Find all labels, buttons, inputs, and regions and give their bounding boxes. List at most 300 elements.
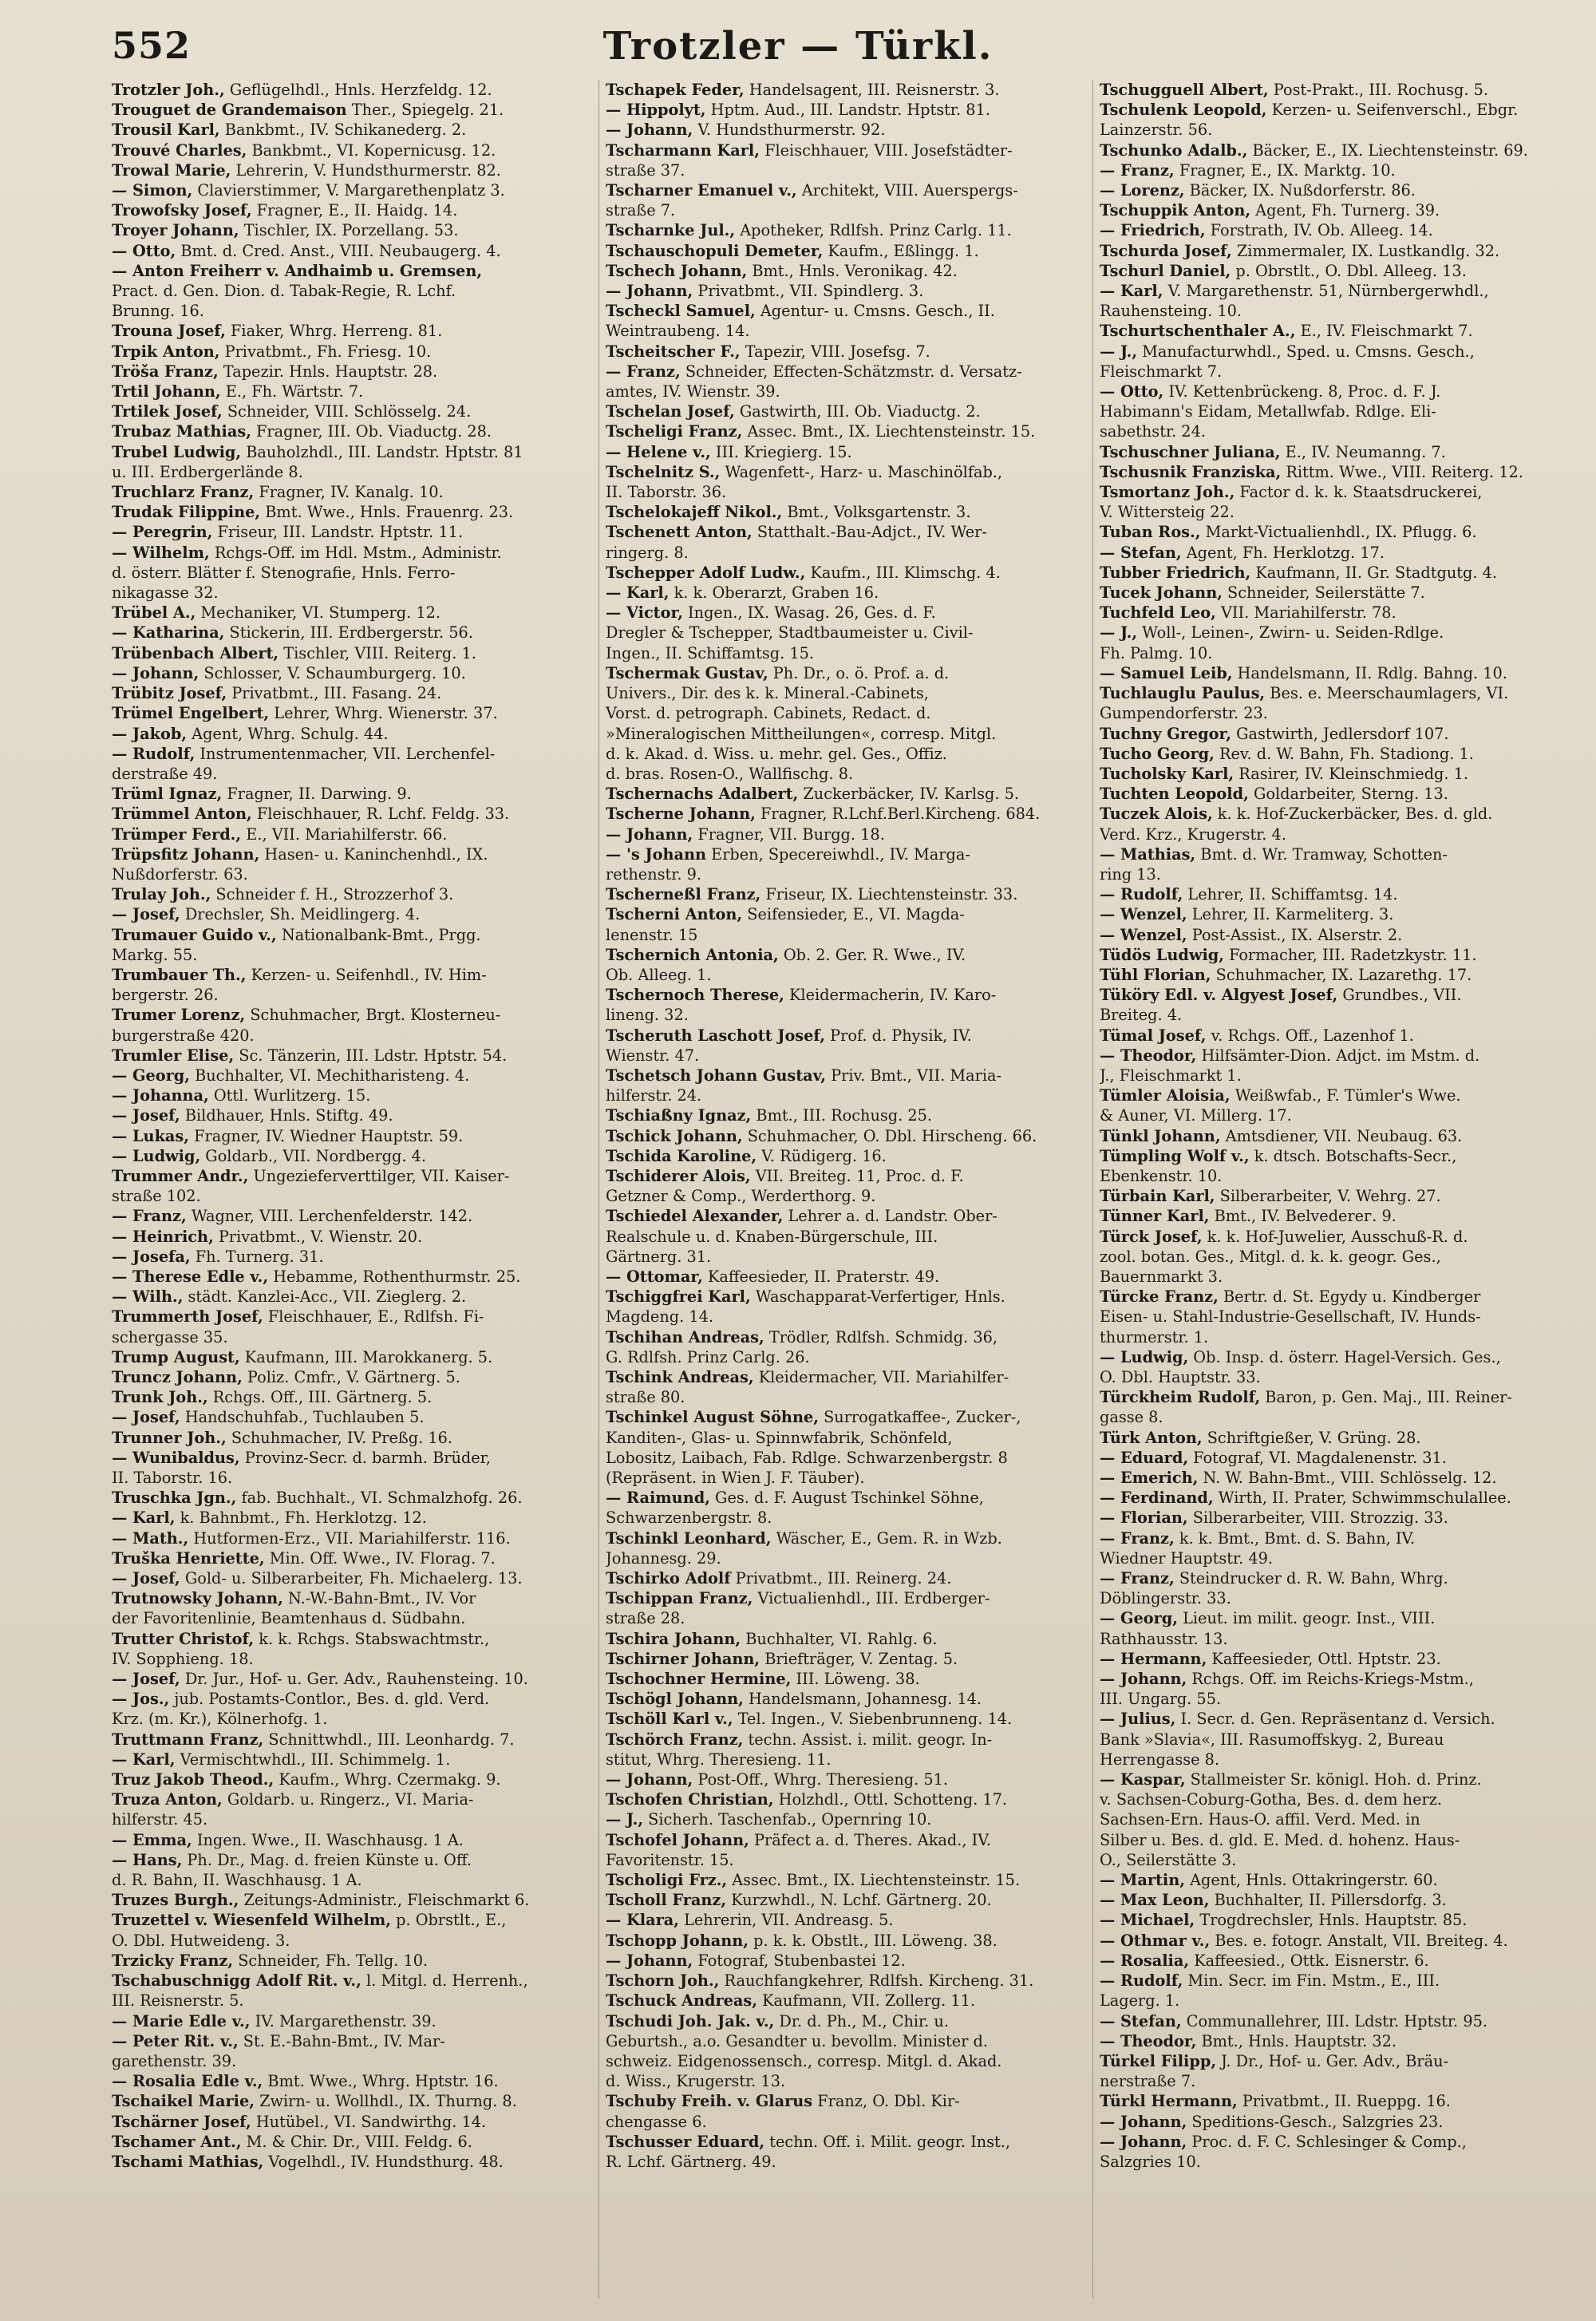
directory-entry <box>112 1126 584 1146</box>
entry-detail: Johannesg. 29. <box>606 1548 721 1568</box>
directory-entry <box>1100 1005 1572 1025</box>
entry-detail: R. Lchf. Gärtnerg. 49. <box>606 2152 776 2171</box>
directory-entry <box>606 2011 1078 2031</box>
entry-name: — Anton Freiherr v. Andhaimb u. Gremsen, <box>112 261 483 280</box>
entry-detail: Hasen- u. Kaninchenhdl., IX. <box>259 844 488 864</box>
entry-detail: Pract. d. Gen. Dion. d. Tabak-Regie, R. Lchf. <box>112 282 456 301</box>
entry-detail: N.-W.-Bahn-Bmt., IV. Vor <box>282 1589 476 1608</box>
entry-detail: Factor d. k. k. Staatsdruckerei, <box>1235 483 1483 502</box>
entry-name: — Ferdinand, <box>1100 1489 1214 1508</box>
directory-entry <box>1100 1206 1572 1226</box>
entry-name: — Ottomar, <box>606 1267 703 1286</box>
directory-entry <box>1100 1528 1572 1548</box>
directory-entry <box>112 261 584 281</box>
directory-entry <box>606 623 1078 643</box>
entry-detail: Ingen., IX. Wasag. 26, Ges. d. F. <box>682 603 936 623</box>
entry-name: — Wenzel, <box>1100 925 1187 944</box>
page-number: 552 <box>112 24 192 67</box>
directory-entry <box>606 2071 1078 2091</box>
directory-entry <box>606 1046 1078 1066</box>
entry-name: — Ludwig, <box>1100 1347 1189 1366</box>
entry-detail: Bmt. d. Cred. Anst., VIII. Neubaugerg. 4. <box>176 241 501 260</box>
entry-name: Tschaikel Marie, <box>112 2092 255 2111</box>
entry-name: Tschochner Hermine, <box>606 1670 792 1689</box>
directory-entry <box>606 1750 1078 1769</box>
entry-detail: Fragner, IV. Kanalg. 10. <box>254 483 444 502</box>
directory-entry <box>1100 1347 1572 1367</box>
entry-name: Truška Henriette, <box>112 1548 265 1568</box>
entry-name: Trümel Engelbert, <box>112 704 270 723</box>
entry-name: Tscheligi Franz, <box>606 422 743 441</box>
entry-detail: Woll-, Leinen-, Zwirn- u. Seiden-Rdlge. <box>1137 623 1444 643</box>
entry-name: — Math., <box>112 1528 189 1548</box>
directory-entry <box>1100 1548 1572 1568</box>
entry-detail: Communallehrer, III. Ldstr. Hptstr. 95. <box>1181 2011 1487 2030</box>
entry-name: Tscheruth Laschott Josef, <box>606 1026 826 1045</box>
entry-name: — Karl, <box>606 583 670 603</box>
entry-detail: Holzhdl., Ottl. Schotteng. 17. <box>773 1790 1008 1809</box>
entry-name: — Stefan, <box>1100 2011 1182 2030</box>
column-3 <box>1092 80 1572 2299</box>
entry-detail: Mechaniker, VI. Stumperg. 12. <box>196 603 441 623</box>
entry-detail: Rauhensteing. 10. <box>1100 302 1242 321</box>
entry-detail: v. Sachsen-Coburg-Gotha, Bes. d. dem herz. <box>1100 1790 1442 1809</box>
entry-detail: k. dtsch. Botschafts-Secr., <box>1249 1146 1457 1165</box>
entry-detail: E., IV. Fleischmarkt 7. <box>1295 322 1473 341</box>
directory-entry <box>112 522 584 542</box>
entry-detail: d. Wiss., Krugerstr. 13. <box>606 2072 786 2091</box>
entry-detail: p. Obrstlt., E., <box>390 1911 507 1930</box>
directory-entry <box>1100 200 1572 220</box>
entry-detail: O., Seilerstätte 3. <box>1100 1850 1237 1869</box>
directory-entry <box>112 160 584 180</box>
entry-detail: Weintraubeng. 14. <box>606 322 750 341</box>
entry-detail: Schnittwhdl., III. Leonhardg. 7. <box>263 1730 515 1749</box>
directory-entry <box>606 1468 1078 1488</box>
directory-entry <box>112 543 584 563</box>
directory-entry <box>1100 1488 1572 1508</box>
entry-detail: techn. Off. i. Milit. geogr. Inst., <box>764 2132 1011 2151</box>
directory-entry <box>112 1508 584 1528</box>
directory-entry <box>112 1528 584 1548</box>
directory-entry <box>112 1809 584 1829</box>
entry-detail: E., VII. Mariahilferstr. 66. <box>241 824 448 844</box>
entry-detail: Seifensieder, E., VI. Magda- <box>742 905 965 924</box>
directory-entry <box>112 1629 584 1649</box>
entry-name: — Simon, <box>112 181 193 200</box>
entry-detail: d. bras. Rosen-O., Wallfischg. 8. <box>606 764 854 783</box>
entry-detail: burgerstraße 420. <box>112 1026 255 1045</box>
entry-detail: Assec. Bmt., IX. Liechtensteinstr. 15. <box>742 422 1036 441</box>
directory-entry <box>112 925 584 945</box>
directory-entry <box>112 1910 584 1930</box>
directory-entry <box>606 563 1078 583</box>
directory-entry <box>1100 563 1572 583</box>
entry-name: Tschiggfrei Karl, <box>606 1287 751 1307</box>
directory-entry <box>1100 623 1572 643</box>
directory-entry <box>606 2091 1078 2111</box>
entry-detail: Gärtnerg. 31. <box>606 1247 712 1266</box>
entry-name: Tschusnik Franziska, <box>1100 462 1282 481</box>
entry-name: Tschurl Daniel, <box>1100 261 1231 280</box>
entry-detail: lenenstr. 15 <box>606 925 698 944</box>
directory-entry <box>1100 1468 1572 1488</box>
directory-entry <box>606 2152 1078 2172</box>
directory-entry <box>606 663 1078 683</box>
entry-detail: Privatbmt., V. Wienstr. 20. <box>213 1227 423 1246</box>
entry-name: Trummerth Josef, <box>112 1307 263 1327</box>
directory-entry <box>1100 764 1572 784</box>
entry-detail: Wirth, II. Prater, Schwimmschulallee. <box>1213 1489 1511 1508</box>
entry-name: — Rosalia Edle v., <box>112 2072 263 2091</box>
entry-detail: Gumpendorferstr. 23. <box>1100 704 1268 723</box>
directory-entry <box>1100 884 1572 904</box>
directory-entry <box>1100 1287 1572 1307</box>
directory-entry <box>112 1347 584 1367</box>
directory-entry <box>1100 925 1572 945</box>
directory-entry <box>1100 1387 1572 1407</box>
entry-detail: III. Reisnerstr. 5. <box>112 1991 244 2011</box>
entry-detail: Lehrerin, V. Hundsthurmerstr. 82. <box>231 160 501 180</box>
directory-entry <box>1100 965 1572 985</box>
entry-detail: Bes. e. fotogr. Anstalt, VII. Breiteg. 4. <box>1210 1931 1508 1950</box>
entry-detail: Kurzwhdl., N. Lchf. Gärtnerg. 20. <box>726 1891 992 1910</box>
entry-detail: Kaufm., Whrg. Czermakg. 9. <box>274 1770 501 1789</box>
entry-detail: Trogdrechsler, Hnls. Hauptstr. 85. <box>1195 1911 1468 1930</box>
directory-entry <box>112 1750 584 1769</box>
entry-detail: Drechsler, Sh. Meidlingerg. 4. <box>180 905 421 924</box>
entry-name: — Josefa, <box>112 1247 191 1266</box>
entry-name: Tschögl Johann, <box>606 1690 744 1709</box>
entry-name: — Johann, <box>112 663 200 682</box>
entry-detail: derstraße 49. <box>112 764 218 783</box>
directory-entry <box>1100 1588 1572 1608</box>
entry-name: Tschugguell Albert, <box>1100 81 1269 99</box>
directory-entry <box>112 100 584 120</box>
entry-name: Trüpsfitz Johann, <box>112 844 260 864</box>
directory-entry <box>112 421 584 441</box>
entry-name: Türkl Hermann, <box>1100 2092 1238 2111</box>
directory-entry <box>1100 1428 1572 1448</box>
directory-entry <box>606 824 1078 844</box>
entry-name: — Johann, <box>1100 2112 1187 2131</box>
entry-detail: O. Dbl. Hauptstr. 33. <box>1100 1368 1261 1386</box>
entry-detail: II. Taborstr. 16. <box>112 1469 233 1488</box>
entry-detail: Tischler, VIII. Reiterg. 1. <box>279 643 476 662</box>
entry-detail: v. Rchgs. Off., Lazenhof 1. <box>1206 1026 1414 1045</box>
entry-name: — Franz, <box>606 362 681 381</box>
directory-entry <box>1100 442 1572 462</box>
entry-detail: Wienstr. 47. <box>606 1046 700 1065</box>
entry-name: — Julius, <box>1100 1710 1176 1729</box>
entry-detail: d. österr. Blätter f. Stenografie, Hnls. Ferro- <box>112 563 456 582</box>
entry-name: — Victor, <box>606 603 683 623</box>
entry-name: Tschofel Johann, <box>606 1830 749 1849</box>
entry-detail: Schuhmacher, O. Dbl. Hirscheng. 66. <box>742 1126 1037 1145</box>
entry-detail: Lehrer, Whrg. Wienerstr. 37. <box>269 704 498 723</box>
entry-detail: Privatbmt., Fh. Friesg. 10. <box>219 342 432 361</box>
entry-name: Trudak Filippine, <box>112 503 261 522</box>
entry-detail: Schuhmacher, IX. Lazarethg. 17. <box>1211 965 1472 984</box>
directory-entry <box>1100 522 1572 542</box>
directory-entry <box>1100 2091 1572 2111</box>
entry-name: — Georg, <box>1100 1609 1178 1628</box>
directory-entry <box>1100 1769 1572 1789</box>
entry-name: — Samuel Leib, <box>1100 663 1233 682</box>
entry-detail: Post-Assist., IX. Alserstr. 2. <box>1187 925 1403 944</box>
directory-entry <box>1100 603 1572 623</box>
directory-entry <box>1100 1367 1572 1387</box>
directory-entry <box>1100 1951 1572 1971</box>
entry-name: Türk Anton, <box>1100 1428 1203 1447</box>
directory-entry <box>1100 1066 1572 1085</box>
entry-detail: Speditions-Gesch., Salzgries 23. <box>1187 2112 1444 2131</box>
entry-name: Tschihan Andreas, <box>606 1327 764 1346</box>
directory-entry <box>606 1971 1078 1991</box>
directory-entry <box>112 80 584 100</box>
directory-entry <box>606 985 1078 1005</box>
entry-detail: Bmt., Hnls. Hauptstr. 32. <box>1196 2031 1397 2050</box>
entry-detail: Tel. Ingen., V. Siebenbrunneng. 14. <box>733 1710 1013 1729</box>
entry-name: Trulay Joh., <box>112 885 211 904</box>
directory-entry <box>112 1247 584 1267</box>
entry-detail: straße 37. <box>606 160 685 180</box>
entry-name: Trumbauer Th., <box>112 965 247 984</box>
directory-entry <box>112 824 584 844</box>
entry-name: — Johann, <box>1100 2132 1187 2151</box>
entry-detail: Wäscher, E., Gem. R. in Wzb. <box>771 1528 1002 1548</box>
entry-detail: Ebenkenstr. 10. <box>1100 1166 1223 1185</box>
entry-detail: Ob. Insp. d. österr. Hagel-Versich. Ges., <box>1188 1347 1501 1366</box>
entry-detail: N. W. Bahn-Bmt., VIII. Schlösselg. 12. <box>1198 1469 1497 1488</box>
entry-detail: jub. Postamts-Contlor., Bes. d. gld. Verd. <box>169 1690 490 1709</box>
entry-name: — Helene v., <box>606 442 711 461</box>
directory-entry <box>112 1789 584 1809</box>
directory-entry <box>1100 2051 1572 2071</box>
entry-name: — Georg, <box>112 1066 190 1085</box>
directory-entry <box>1100 301 1572 321</box>
directory-entry <box>606 80 1078 100</box>
entry-detail: Bankbmt., VI. Kopernicusg. 12. <box>247 140 496 160</box>
entry-name: Tuban Ros., <box>1100 523 1201 542</box>
entry-name: Tschurda Josef, <box>1100 241 1232 260</box>
directory-entry <box>606 462 1078 482</box>
entry-name: — Josef, <box>112 905 180 924</box>
directory-entry <box>1100 220 1572 240</box>
entry-detail: Amtsdiener, VII. Neubaug. 63. <box>1220 1126 1463 1145</box>
entry-name: Tschöll Karl v., <box>606 1710 733 1729</box>
entry-detail: III. Löweng. 38. <box>791 1670 920 1689</box>
entry-detail: Fotograf, VI. Magdalenenstr. 31. <box>1188 1448 1447 1467</box>
entry-detail: Forstrath, IV. Ob. Alleeg. 14. <box>1205 221 1433 240</box>
directory-entry <box>606 140 1078 160</box>
entry-detail: III. Kriegierg. 15. <box>710 442 852 461</box>
column-1 <box>112 80 584 2299</box>
entry-detail: Silber u. Bes. d. gld. E. Med. d. hohenz. Haus- <box>1100 1830 1460 1849</box>
entry-detail: Kerzen- u. Seifenhdl., IV. Him- <box>246 965 487 984</box>
directory-entry <box>606 643 1078 663</box>
entry-name: Türbain Karl, <box>1100 1187 1215 1206</box>
entry-detail: Schneider, Effecten-Schätzmstr. d. Versatz- <box>680 362 1022 381</box>
entry-name: Tucek Johann, <box>1100 583 1223 603</box>
entry-name: — Stefan, <box>1100 543 1182 562</box>
entry-detail: Ges. d. F. August Tschinkel Söhne, <box>709 1489 984 1508</box>
entry-name: Truschka Jgn., <box>112 1489 237 1508</box>
directory-entry <box>112 1588 584 1608</box>
directory-entry <box>606 1568 1078 1588</box>
entry-name: Tschick Johann, <box>606 1126 743 1145</box>
entry-detail: sabethstr. 24. <box>1100 422 1206 441</box>
entry-name: Tuchlauglu Paulus, <box>1100 684 1266 703</box>
directory-entry <box>1100 1126 1572 1146</box>
entry-name: Türkel Filipp, <box>1100 2051 1217 2070</box>
entry-name: Tümal Josef, <box>1100 1026 1207 1045</box>
entry-detail: Bertr. d. St. Egydy u. Kindberger <box>1218 1287 1481 1307</box>
entry-detail: & Auner, VI. Millerg. 17. <box>1100 1106 1292 1125</box>
entry-detail: Getzner & Comp., Werderthorg. 9. <box>606 1187 876 1206</box>
entry-name: Tuczek Alois, <box>1100 805 1213 824</box>
entry-detail: Baron, p. Gen. Maj., III. Reiner- <box>1260 1388 1512 1407</box>
entry-name: — Franz, <box>1100 160 1175 180</box>
directory-entry <box>1100 1085 1572 1105</box>
directory-entry <box>606 301 1078 321</box>
directory-entry <box>112 1991 584 2011</box>
entry-detail: rethenstr. 9. <box>606 864 702 884</box>
directory-entry <box>112 1227 584 1247</box>
entry-name: Trummer Andr., <box>112 1166 249 1185</box>
directory-entry <box>1100 421 1572 441</box>
directory-entry <box>606 1669 1078 1689</box>
directory-entry <box>606 1227 1078 1247</box>
entry-name: — Hermann, <box>1100 1649 1207 1668</box>
entry-name: Tschunko Adalb., <box>1100 140 1248 160</box>
entry-detail: Friseur, IX. Liechtensteinstr. 33. <box>760 885 1018 904</box>
entry-detail: Fragner, III. Ob. Viaductg. 28. <box>251 422 492 441</box>
entry-detail: Bmt., Volksgartenstr. 3. <box>782 503 971 522</box>
directory-entry <box>606 804 1078 824</box>
entry-detail: Schneider, Seilerstätte 7. <box>1222 583 1425 603</box>
entry-name: — Johann, <box>606 1951 693 1970</box>
entry-detail: Bankbmt., IV. Schikanederg. 2. <box>219 121 467 140</box>
directory-entry <box>1100 945 1572 965</box>
entry-name: Tubber Friedrich, <box>1100 563 1251 582</box>
entry-name: Trouna Josef, <box>112 322 226 341</box>
entry-detail: Franz, O. Dbl. Kir- <box>812 2092 960 2111</box>
entry-name: Tscherneßl Franz, <box>606 885 761 904</box>
entry-detail: Architekt, VIII. Auerspergs- <box>796 181 1018 200</box>
directory-entry <box>112 1307 584 1327</box>
entry-name: Tschirko Adolf <box>606 1569 731 1588</box>
directory-entry <box>112 1166 584 1186</box>
entry-detail: Rittm. Wwe., VIII. Reiterg. 12. <box>1281 462 1523 481</box>
directory-entry <box>606 1789 1078 1809</box>
entry-name: — 's Johann <box>606 844 706 864</box>
directory-entry <box>112 2112 584 2132</box>
entry-name: Tschira Johann, <box>606 1629 741 1648</box>
entry-detail: Agent, Fh. Turnerg. 39. <box>1250 201 1440 220</box>
directory-entry <box>606 1267 1078 1287</box>
directory-entry <box>1100 583 1572 603</box>
directory-entry <box>606 1146 1078 1166</box>
directory-entry <box>112 1769 584 1789</box>
entry-detail: hilferstr. 45. <box>112 1810 208 1829</box>
entry-detail: Geflügelhdl., Hnls. Herzfeldg. 12. <box>224 81 492 99</box>
directory-entry <box>1100 1809 1572 1829</box>
entry-name: — Rudolf, <box>112 744 196 763</box>
entry-name: — Rudolf, <box>1100 1971 1183 1991</box>
directory-entry <box>1100 543 1572 563</box>
entry-detail: k. k. Rchgs. Stabswachtmstr., <box>254 1629 490 1648</box>
entry-name: — Peregrin, <box>112 523 213 542</box>
entry-detail: Dr. d. Ph., M., Chir. u. <box>774 2011 949 2030</box>
entry-detail: Rauchfangkehrer, Rdlfsh. Kircheng. 31. <box>719 1971 1034 1991</box>
entry-detail: Magdeng. 14. <box>606 1307 714 1327</box>
entry-detail: St. E.-Bahn-Bmt., IV. Mar- <box>238 2031 445 2050</box>
entry-name: Truza Anton, <box>112 1790 223 1809</box>
entry-name: — Klara, <box>606 1911 679 1930</box>
directory-entry <box>606 1247 1078 1267</box>
entry-detail: Präfect a. d. Theres. Akad., IV. <box>749 1830 991 1849</box>
entry-name: Tschudi Joh. Jak. v., <box>606 2011 775 2030</box>
entry-detail: Gold- u. Silberarbeiter, Fh. Michaelerg. 13. <box>180 1569 523 1588</box>
directory-entry <box>1100 1026 1572 1046</box>
entry-name: Tscholl Franz, <box>606 1891 727 1910</box>
entry-detail: Min. Off. Wwe., IV. Florag. 7. <box>264 1548 496 1568</box>
entry-detail: Kaffeesied., Ottk. Eisnerstr. 6. <box>1189 1951 1429 1970</box>
entry-name: Türck Josef, <box>1100 1227 1203 1246</box>
entry-detail: Fh. Turnerg. 31. <box>190 1247 324 1266</box>
directory-entry <box>1100 1227 1572 1247</box>
entry-name: — Eduard, <box>1100 1448 1189 1467</box>
entry-name: Tschelan Josef, <box>606 402 735 421</box>
entry-detail: IV. Kettenbrückeng. 8, Proc. d. F. J. <box>1163 382 1441 401</box>
directory-entry <box>112 945 584 965</box>
entry-detail: Ther., Spiegelg. 21. <box>346 101 504 120</box>
entry-detail: Instrumentenmacher, VII. Lerchenfel- <box>195 744 496 763</box>
directory-entry <box>1100 663 1572 683</box>
entry-detail: d. R. Bahn, II. Waschhausg. 1 A. <box>112 1871 362 1890</box>
entry-detail: Sicherh. Taschenfab., Opernring 10. <box>643 1810 932 1829</box>
entry-detail: Schneider, VIII. Schlösselg. 24. <box>222 402 472 421</box>
directory-entry <box>1100 1105 1572 1125</box>
entry-detail: zool. botan. Ges., Mitgl. d. k. k. geogr. Ges., <box>1100 1247 1441 1266</box>
entry-name: Tschiedel Alexander, <box>606 1207 784 1226</box>
entry-detail: Wiedner Hauptstr. 49. <box>1100 1548 1274 1568</box>
directory-entry <box>1100 1850 1572 1870</box>
directory-entry <box>112 180 584 200</box>
directory-entry <box>606 281 1078 301</box>
entry-detail: Gastwirth, Jedlersdorf 107. <box>1231 724 1449 743</box>
directory-entry <box>606 342 1078 362</box>
directory-entry <box>112 965 584 985</box>
entry-detail: Waschapparat-Verfertiger, Hnls. <box>750 1287 1005 1307</box>
entry-name: Tüköry Edl. v. Algyest Josef, <box>1100 986 1338 1005</box>
entry-name: Trümper Ferd., <box>112 824 242 844</box>
entry-name: Tschech Johann, <box>606 261 748 280</box>
directory-entry <box>606 401 1078 421</box>
entry-name: — Peter Rit. v., <box>112 2031 239 2050</box>
entry-name: — Josef, <box>112 1106 180 1125</box>
entry-detail: (Repräsent. in Wien J. F. Täuber). <box>606 1469 865 1488</box>
directory-entry <box>1100 241 1572 261</box>
directory-entry <box>1100 864 1572 884</box>
directory-entry <box>1100 180 1572 200</box>
entry-detail: Schuhmacher, IV. Preßg. 16. <box>226 1428 453 1447</box>
entry-name: — Othmar v., <box>1100 1931 1211 1950</box>
directory-entry <box>606 764 1078 784</box>
entry-name: — Wunibaldus, <box>112 1448 240 1467</box>
entry-detail: VII. Mariahilferstr. 78. <box>1215 603 1396 623</box>
